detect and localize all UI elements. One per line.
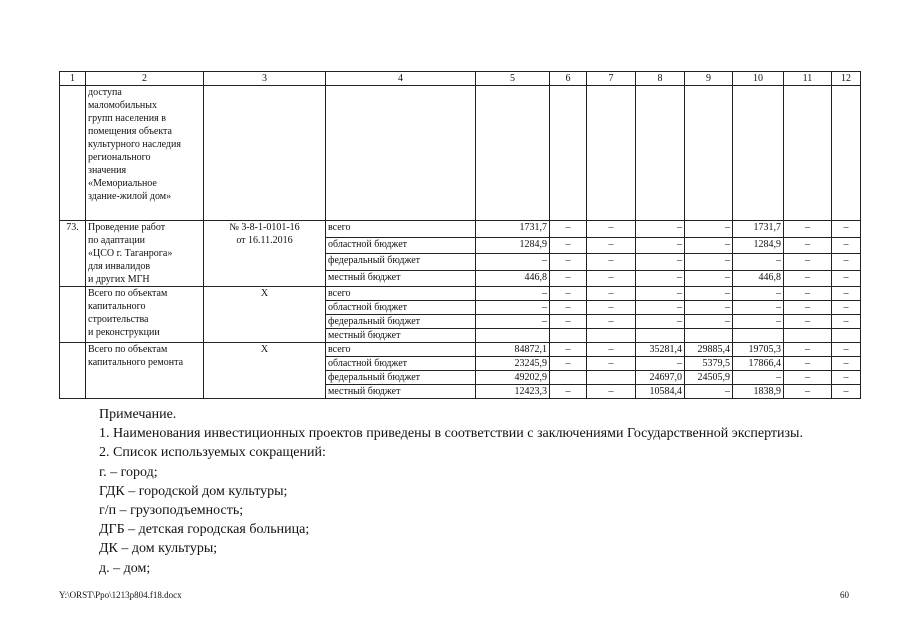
value-cell: – [784,237,832,254]
value-cell: – [550,357,587,371]
value-cell [636,329,685,343]
value-cell: – [784,371,832,385]
expertise-doc-cell: Х [204,343,326,399]
value-cell: – [636,287,685,301]
value-cell: – [733,315,784,329]
value-cell: – [832,357,861,371]
value-cell: – [636,237,685,254]
value-cell: – [550,343,587,357]
empty-cell [636,86,685,221]
value-cell: – [784,221,832,238]
value-cell: 1284,9 [733,237,784,254]
value-cell: – [832,371,861,385]
value-cell: – [733,254,784,271]
row-number-cell [60,86,86,221]
abbreviation-line: ГДК – городской дом культуры; [99,483,288,499]
value-cell: – [733,371,784,385]
funding-source-cell: всего [326,221,476,238]
value-cell: – [636,221,685,238]
value-cell: – [587,315,636,329]
project-name-cell: Проведение работ по адаптации «ЦСО г. Таганрога» для инвалидов и других МГН [86,221,204,287]
funding-source-cell: всего [326,287,476,301]
value-cell: – [685,237,733,254]
row-number-cell [60,287,86,343]
table-row [60,287,861,301]
value-cell: 12423,3 [476,385,550,399]
funding-source-cell: федеральный бюджет [326,254,476,271]
column-header: 2 [86,72,204,86]
value-cell [784,329,832,343]
value-cell: – [832,343,861,357]
column-header: 10 [733,72,784,86]
value-cell: – [476,287,550,301]
value-cell: – [550,315,587,329]
note-line: 1. Наименования инвестиционных проектов приведены в соответствии с заключениями Государственной экспертизы. [99,426,803,442]
value-cell: – [636,315,685,329]
value-cell: – [832,301,861,315]
abbreviation-line: д. – дом; [99,560,151,576]
value-cell: 1838,9 [733,385,784,399]
column-header: 8 [636,72,685,86]
column-header: 1 [60,72,86,86]
row-number-cell: 73. [60,221,86,287]
value-cell: – [550,221,587,238]
value-cell: – [784,287,832,301]
value-cell [832,329,861,343]
value-cell: 35281,4 [636,343,685,357]
note-line: 2. Список используемых сокращений: [99,445,326,461]
value-cell: 23245,9 [476,357,550,371]
value-cell: – [685,221,733,238]
value-cell: – [832,237,861,254]
column-header: 12 [832,72,861,86]
value-cell: – [587,270,636,287]
abbreviation-line: г. – город; [99,464,158,480]
value-cell [733,329,784,343]
funding-source-cell: федеральный бюджет [326,371,476,385]
value-cell: – [550,287,587,301]
value-cell: – [587,357,636,371]
value-cell: – [733,287,784,301]
project-name-cell: доступа маломобильных групп населения в помещения объекта культурного наследия регионального значения «Мемориальное здание-жилой дом» [86,86,204,221]
value-cell: – [550,237,587,254]
value-cell: – [832,270,861,287]
value-cell: – [587,254,636,271]
value-cell: 1284,9 [476,237,550,254]
notes-title: Примечание. [99,407,177,422]
funding-source-cell: местный бюджет [326,329,476,343]
value-cell: 1731,7 [476,221,550,238]
value-cell [587,329,636,343]
budget-table [59,71,861,399]
column-header: 5 [476,72,550,86]
value-cell: – [832,315,861,329]
value-cell: – [550,385,587,399]
value-cell: – [550,254,587,271]
abbreviation-line: ДК – дом культуры; [99,541,218,557]
value-cell: – [587,287,636,301]
value-cell: 17866,4 [733,357,784,371]
value-cell: – [476,254,550,271]
value-cell [685,329,733,343]
value-cell: – [476,315,550,329]
empty-cell [685,86,733,221]
value-cell: – [587,343,636,357]
empty-cell [587,86,636,221]
empty-cell [733,86,784,221]
abbreviation-line: ДГБ – детская городская больница; [99,522,310,538]
table-header-row [60,72,861,86]
empty-cell [550,86,587,221]
value-cell [476,329,550,343]
value-cell: – [636,357,685,371]
expertise-doc-cell: № 3-8-1-0101-16 от 16.11.2016 [204,221,326,287]
value-cell: – [685,287,733,301]
empty-cell [326,86,476,221]
value-cell: – [784,385,832,399]
value-cell: – [587,301,636,315]
value-cell: 84872,1 [476,343,550,357]
funding-source-cell: областной бюджет [326,301,476,315]
value-cell: 1731,7 [733,221,784,238]
table-row [60,343,861,357]
project-name-cell: Всего по объектам капитального строительства и реконструкции [86,287,204,343]
value-cell [587,371,636,385]
value-cell: 5379,5 [685,357,733,371]
value-cell: 19705,3 [733,343,784,357]
funding-source-cell: областной бюджет [326,357,476,371]
value-cell [550,329,587,343]
value-cell: – [550,270,587,287]
value-cell: – [685,385,733,399]
expertise-doc-cell: Х [204,287,326,343]
funding-source-cell: местный бюджет [326,270,476,287]
value-cell: 29885,4 [685,343,733,357]
value-cell: – [784,270,832,287]
column-header: 4 [326,72,476,86]
value-cell: – [733,301,784,315]
value-cell: – [685,301,733,315]
value-cell: 24505,9 [685,371,733,385]
value-cell: – [784,254,832,271]
table-row [60,221,861,238]
value-cell: – [476,301,550,315]
empty-cell [832,86,861,221]
column-header: 9 [685,72,733,86]
value-cell: – [784,301,832,315]
value-cell: 10584,4 [636,385,685,399]
value-cell: – [784,343,832,357]
value-cell: – [685,254,733,271]
empty-cell [784,86,832,221]
column-header: 11 [784,72,832,86]
value-cell: – [832,254,861,271]
notes-section [99,405,803,578]
empty-cell [204,86,326,221]
value-cell: – [636,270,685,287]
value-cell: – [784,357,832,371]
value-cell: – [550,301,587,315]
project-name-cell: Всего по объектам капитального ремонта [86,343,204,399]
value-cell: 446,8 [476,270,550,287]
value-cell: 49202,9 [476,371,550,385]
value-cell: – [587,385,636,399]
funding-source-cell: местный бюджет [326,385,476,399]
value-cell: – [685,315,733,329]
footer-page-number: 60 [840,590,849,600]
value-cell: – [832,221,861,238]
value-cell: – [636,301,685,315]
row-number-cell [60,343,86,399]
value-cell: – [636,254,685,271]
value-cell [550,371,587,385]
value-cell: – [784,315,832,329]
value-cell: 446,8 [733,270,784,287]
value-cell: – [832,385,861,399]
funding-source-cell: всего [326,343,476,357]
column-header: 7 [587,72,636,86]
empty-cell [476,86,550,221]
funding-source-cell: областной бюджет [326,237,476,254]
value-cell: – [685,270,733,287]
abbreviation-line: г/п – грузоподъемность; [99,503,244,519]
value-cell: – [587,221,636,238]
value-cell: – [587,237,636,254]
value-cell: 24697,0 [636,371,685,385]
funding-source-cell: федеральный бюджет [326,315,476,329]
continuation-row [60,86,861,221]
column-header: 6 [550,72,587,86]
column-header: 3 [204,72,326,86]
value-cell: – [832,287,861,301]
footer-file-path: Y:\ORST\Ppo\1213p804.f18.docx [59,590,182,600]
